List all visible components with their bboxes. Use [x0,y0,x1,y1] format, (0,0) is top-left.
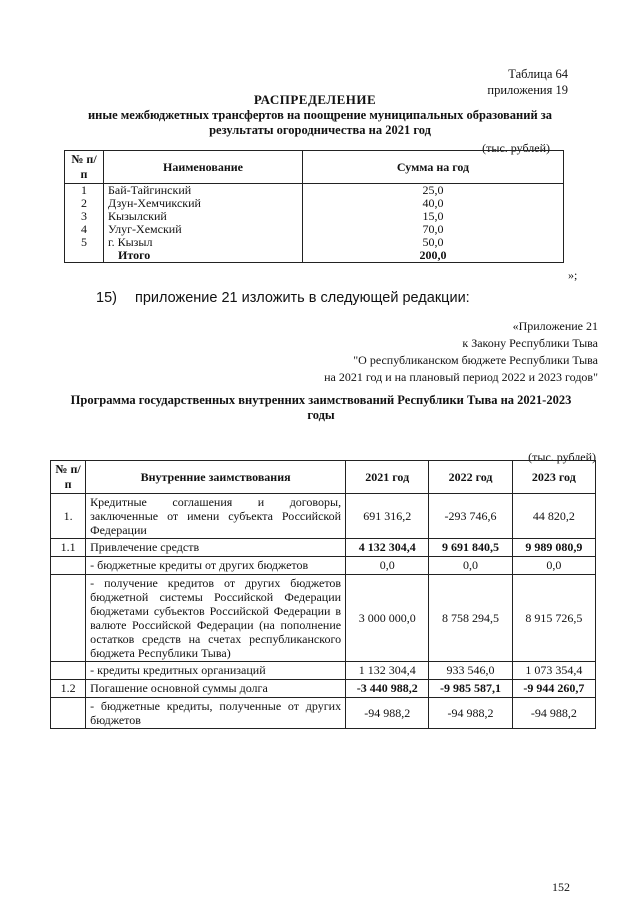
row-2022: 0,0 [429,557,512,575]
row-num [51,557,86,575]
row-num [51,662,86,680]
row-name: Улуг-Хемский [104,223,303,236]
header-num: № п/п [65,151,104,184]
appendix-21-line3: "О республиканском бюджете Республики Тыва [353,353,598,367]
table-64 [64,150,564,263]
row-name: Погашение основной суммы долга [86,680,346,698]
row-2023: 9 989 080,9 [512,539,595,557]
row-2023: 44 820,2 [512,494,595,539]
total-sum: 200,0 [303,249,564,263]
header-2023: 2023 год [512,461,595,494]
row-2022: 8 758 294,5 [429,575,512,662]
header-sum: Сумма на год [303,151,564,184]
header-num: № п/п [51,461,86,494]
table-total-row [65,249,564,263]
table-64-label-line1: Таблица 64 [508,67,568,81]
item-15-text: приложение 21 изложить в следующей редакции: [134,290,470,306]
row-2023: 0,0 [512,557,595,575]
program-table [50,460,596,729]
row-2022: 933 546,0 [429,662,512,680]
row-num: 1. [51,494,86,539]
row-num: 5 [65,236,104,249]
header-2022: 2022 год [429,461,512,494]
table-64-header-row [65,151,564,184]
table-row [51,494,596,539]
row-2021: 4 132 304,4 [346,539,429,557]
row-sum: 50,0 [303,236,564,249]
row-2021: -3 440 988,2 [346,680,429,698]
row-sum: 25,0 [303,184,564,198]
row-2022: 9 691 840,5 [429,539,512,557]
row-name: Привлечение средств [86,539,346,557]
header-2021: 2021 год [346,461,429,494]
table-64-unit: (тыс. рублей) [482,141,550,155]
item-15-number: 15) [96,290,117,306]
row-2022: -9 985 587,1 [429,680,512,698]
total-label: Итого [104,249,303,263]
row-2023: 8 915 726,5 [512,575,595,662]
row-2023: -94 988,2 [512,698,595,729]
row-2021: 691 316,2 [346,494,429,539]
table-row [51,539,596,557]
program-header-row [51,461,596,494]
row-name: - бюджетные кредиты от других бюджетов [86,557,346,575]
table-row [51,698,596,729]
row-2023: -9 944 260,7 [512,680,595,698]
program-title: Программа государственных внутренних заимствований Республики Тыва на 2021-2023 годы [70,393,572,422]
appendix-21-header [238,318,598,386]
table-64-title: РАСПРЕДЕЛЕНИЕ [253,92,377,107]
row-2022: -94 988,2 [429,698,512,729]
header-name: Наименование [104,151,303,184]
row-2021: 3 000 000,0 [346,575,429,662]
row-2021: -94 988,2 [346,698,429,729]
table-row [65,184,564,198]
appendix-21-line2: к Закону Республики Тыва [462,336,598,350]
row-sum: 70,0 [303,223,564,236]
table-64-label-line2: приложения 19 [487,83,568,97]
program-unit: (тыс. рублей) [528,450,596,464]
row-2021: 0,0 [346,557,429,575]
header-name: Внутренние заимствования [86,461,346,494]
page-number: 152 [552,880,570,894]
item-15 [96,290,470,306]
table-row [51,557,596,575]
row-num: 4 [65,223,104,236]
row-name: г. Кызыл [104,236,303,249]
table-row [51,575,596,662]
row-name: - получение кредитов от других бюджетов бюджетной системы Российской Федерации бюджетами субъектов Российской Федерации в валюте Российской Федерации (на пополнение остатков средств на счетах республиканского бюджета Республики Тыва) [86,575,346,662]
table-64-label [487,66,568,98]
table-64-subtitle: иные межбюджетных трансфертов на поощрение муниципальных образований за результаты огородничества на 2021 год [87,108,553,137]
row-num [51,698,86,729]
row-name: Бай-Тайгинский [104,184,303,198]
row-num: 2 [65,197,104,210]
row-sum: 40,0 [303,197,564,210]
row-num: 1.2 [51,680,86,698]
row-sum: 15,0 [303,210,564,223]
row-name: Кызылский [104,210,303,223]
row-name: Дзун-Хемчикский [104,197,303,210]
appendix-21-line4: на 2021 год и на плановый период 2022 и 2023 годов" [324,370,598,384]
row-2021: 1 132 304,4 [346,662,429,680]
row-num: 1.1 [51,539,86,557]
row-num: 1 [65,184,104,198]
appendix-21-line1: «Приложение 21 [512,319,598,333]
row-num [51,575,86,662]
table-row [51,680,596,698]
table-row [51,662,596,680]
row-2023: 1 073 354,4 [512,662,595,680]
row-name: - бюджетные кредиты, полученные от других бюджетов [86,698,346,729]
row-2022: -293 746,6 [429,494,512,539]
row-name: Кредитные соглашения и договоры, заключенные от имени субъекта Российской Федерации [86,494,346,539]
row-num: 3 [65,210,104,223]
row-name: - кредиты кредитных организаций [86,662,346,680]
table-64-closing-quote: »; [568,268,578,282]
